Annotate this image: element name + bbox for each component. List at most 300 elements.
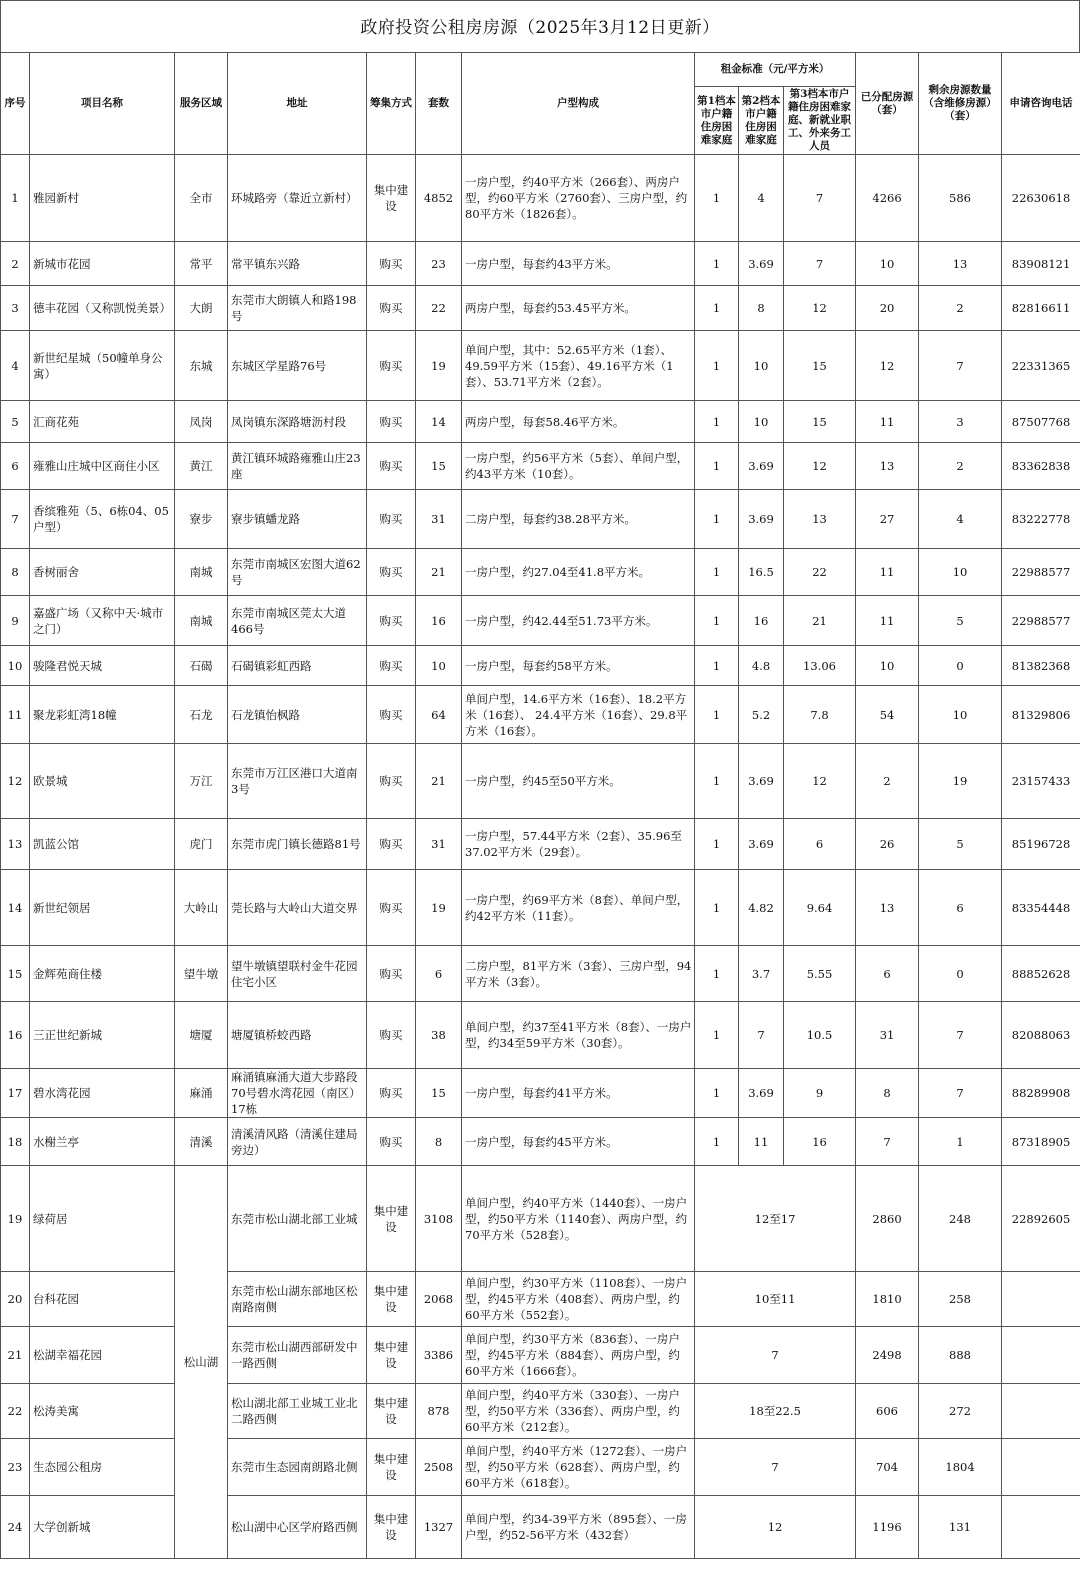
cell-count: 2068 [416, 1272, 462, 1327]
cell-allocated: 27 [856, 490, 919, 549]
cell-method: 购买 [367, 870, 416, 946]
cell-allocated: 31 [856, 1002, 919, 1069]
cell-count: 878 [416, 1384, 462, 1439]
cell-phone-empty [1002, 1327, 1080, 1384]
cell-rent3: 15 [784, 331, 856, 401]
cell-remaining: 2 [919, 443, 1002, 490]
cell-name: 大学创新城 [30, 1496, 175, 1559]
cell-name: 松湖幸福花园 [30, 1327, 175, 1384]
cell-rent3: 22 [784, 549, 856, 596]
table-row [1, 401, 1080, 443]
cell-seq: 10 [1, 646, 30, 686]
cell-count: 21 [416, 549, 462, 596]
cell-seq: 24 [1, 1496, 30, 1559]
cell-rent3: 21 [784, 596, 856, 646]
cell-seq: 13 [1, 819, 30, 870]
header-layout: 户型构成 [462, 53, 695, 155]
cell-method: 购买 [367, 443, 416, 490]
header-rent2: 第2档本市户籍住房困难家庭 [739, 87, 784, 155]
cell-name: 凯蓝公馆 [30, 819, 175, 870]
cell-rent2: 3.69 [739, 1069, 784, 1118]
table-row [1, 596, 1080, 646]
cell-layout: 两房户型，每套58.46平方米。 [462, 401, 695, 443]
header-seq: 序号 [1, 53, 30, 155]
cell-phone: 22988577 [1002, 549, 1080, 596]
header-rent1: 第1档本市户籍住房困难家庭 [695, 87, 739, 155]
cell-name: 新世纪领居 [30, 870, 175, 946]
cell-layout: 二房户型，每套约38.28平方米。 [462, 490, 695, 549]
cell-name: 骏隆君悦天城 [30, 646, 175, 686]
cell-address: 松山湖中心区学府路西侧 [228, 1496, 367, 1559]
header-rent3: 第3档本市户籍住房困难家庭、新就业职工、外来务工人员 [784, 87, 856, 155]
cell-seq: 3 [1, 286, 30, 331]
cell-count: 14 [416, 401, 462, 443]
cell-area: 大岭山 [175, 870, 228, 946]
cell-method: 集中建设 [367, 1166, 416, 1272]
table-header [1, 53, 1080, 155]
cell-method: 购买 [367, 401, 416, 443]
cell-rent1: 1 [695, 443, 739, 490]
cell-layout: 单间户型，约30平方米（1108套）、一房户型，约45平方米（408套）、两房户型，约60平方米（552套）。 [462, 1272, 695, 1327]
cell-phone: 82816611 [1002, 286, 1080, 331]
cell-count: 19 [416, 331, 462, 401]
cell-name: 嘉盛广场（又称中天·城市之门） [30, 596, 175, 646]
cell-area: 东城 [175, 331, 228, 401]
cell-address: 石龙镇怡枫路 [228, 686, 367, 744]
cell-seq: 14 [1, 870, 30, 946]
cell-area: 南城 [175, 596, 228, 646]
cell-name: 新城市花园 [30, 242, 175, 286]
cell-layout: 一房户型，约56平方米（5套）、单间户型，约43平方米（10套）。 [462, 443, 695, 490]
cell-count: 19 [416, 870, 462, 946]
cell-address: 黄江镇环城路雍雅山庄23座 [228, 443, 367, 490]
cell-name: 台科花园 [30, 1272, 175, 1327]
cell-allocated: 8 [856, 1069, 919, 1118]
cell-area: 石碣 [175, 646, 228, 686]
cell-method: 购买 [367, 242, 416, 286]
cell-area: 石龙 [175, 686, 228, 744]
cell-method: 购买 [367, 1002, 416, 1069]
cell-rent2: 3.69 [739, 490, 784, 549]
header-phone: 申请咨询电话 [1002, 53, 1080, 155]
cell-layout: 单间户型，约34-39平方米（895套）、一房户型，约52-56平方米（432套） [462, 1496, 695, 1559]
cell-address: 望牛墩镇望联村金牛花园住宅小区 [228, 946, 367, 1002]
cell-count: 31 [416, 490, 462, 549]
cell-allocated: 13 [856, 870, 919, 946]
cell-seq: 4 [1, 331, 30, 401]
header-name: 项目名称 [30, 53, 175, 155]
cell-rent2: 3.7 [739, 946, 784, 1002]
cell-address: 东莞市南城区莞太大道466号 [228, 596, 367, 646]
cell-rent3: 7.8 [784, 686, 856, 744]
cell-rent-merged: 7 [695, 1439, 856, 1496]
cell-phone: 83362838 [1002, 443, 1080, 490]
cell-allocated: 7 [856, 1118, 919, 1166]
table-body [1, 155, 1080, 1559]
header-method: 筹集方式 [367, 53, 416, 155]
table-row [1, 490, 1080, 549]
cell-address: 东莞市万江区港口大道南3号 [228, 744, 367, 819]
cell-remaining: 0 [919, 646, 1002, 686]
cell-name: 雅园新村 [30, 155, 175, 242]
cell-rent3: 12 [784, 744, 856, 819]
table-row [1, 1118, 1080, 1166]
cell-seq: 22 [1, 1384, 30, 1439]
table-row [1, 870, 1080, 946]
cell-phone-empty [1002, 1439, 1080, 1496]
cell-layout: 一房户型，约42.44至51.73平方米。 [462, 596, 695, 646]
cell-method: 购买 [367, 1069, 416, 1118]
cell-area: 凤岗 [175, 401, 228, 443]
cell-count: 64 [416, 686, 462, 744]
cell-layout: 一房户型，约27.04至41.8平方米。 [462, 549, 695, 596]
cell-remaining: 0 [919, 946, 1002, 1002]
cell-rent1: 1 [695, 686, 739, 744]
cell-count: 6 [416, 946, 462, 1002]
table-row [1, 686, 1080, 744]
cell-seq: 2 [1, 242, 30, 286]
cell-layout: 一房户型，每套约58平方米。 [462, 646, 695, 686]
cell-allocated: 2860 [856, 1166, 919, 1272]
cell-remaining: 19 [919, 744, 1002, 819]
cell-address: 东莞市大朗镇人和路198号 [228, 286, 367, 331]
cell-name: 水榭兰亭 [30, 1118, 175, 1166]
cell-rent-merged: 7 [695, 1327, 856, 1384]
cell-phone: 22331365 [1002, 331, 1080, 401]
cell-area: 常平 [175, 242, 228, 286]
cell-layout: 一房户型，每套约43平方米。 [462, 242, 695, 286]
cell-method: 购买 [367, 286, 416, 331]
cell-rent2: 3.69 [739, 443, 784, 490]
header-address: 地址 [228, 53, 367, 155]
cell-name: 香树丽舍 [30, 549, 175, 596]
cell-address: 环城路旁（靠近立新村） [228, 155, 367, 242]
cell-seq: 7 [1, 490, 30, 549]
cell-method: 购买 [367, 686, 416, 744]
cell-layout: 一房户型，每套约45平方米。 [462, 1118, 695, 1166]
cell-remaining: 6 [919, 870, 1002, 946]
cell-address: 塘厦镇桥蛟西路 [228, 1002, 367, 1069]
cell-phone: 22630618 [1002, 155, 1080, 242]
cell-name: 金辉苑商住楼 [30, 946, 175, 1002]
cell-seq: 16 [1, 1002, 30, 1069]
cell-rent3: 13.06 [784, 646, 856, 686]
header-area: 服务区域 [175, 53, 228, 155]
cell-layout: 单间户型，约37至41平方米（8套）、一房户型，约34至59平方米（30套）。 [462, 1002, 695, 1069]
cell-rent1: 1 [695, 1118, 739, 1166]
cell-rent1: 1 [695, 646, 739, 686]
cell-area: 全市 [175, 155, 228, 242]
cell-layout: 单间户型，约40平方米（330套）、一房户型，约50平方米（336套）、两房户型，约60平方米（212套）。 [462, 1384, 695, 1439]
cell-address: 东莞市松山湖东部地区松南路南侧 [228, 1272, 367, 1327]
cell-rent1: 1 [695, 331, 739, 401]
header-allocated: 已分配房源（套） [856, 53, 919, 155]
cell-name: 碧水湾花园 [30, 1069, 175, 1118]
cell-allocated: 2498 [856, 1327, 919, 1384]
cell-remaining: 10 [919, 686, 1002, 744]
cell-count: 16 [416, 596, 462, 646]
cell-name: 生态园公租房 [30, 1439, 175, 1496]
cell-allocated: 10 [856, 646, 919, 686]
table-row [1, 1069, 1080, 1118]
cell-rent3: 10.5 [784, 1002, 856, 1069]
cell-layout: 两房户型，每套约53.45平方米。 [462, 286, 695, 331]
cell-rent2: 4.82 [739, 870, 784, 946]
cell-phone: 88289908 [1002, 1069, 1080, 1118]
cell-address: 常平镇东兴路 [228, 242, 367, 286]
cell-phone: 83354448 [1002, 870, 1080, 946]
cell-area: 清溪 [175, 1118, 228, 1166]
cell-count: 38 [416, 1002, 462, 1069]
cell-area: 南城 [175, 549, 228, 596]
cell-rent3: 15 [784, 401, 856, 443]
cell-remaining: 10 [919, 549, 1002, 596]
cell-seq: 23 [1, 1439, 30, 1496]
cell-count: 21 [416, 744, 462, 819]
cell-rent3: 6 [784, 819, 856, 870]
table-row [1, 1496, 1080, 1559]
cell-layout: 单间户型，约40平方米（1272套）、一房户型，约50平方米（628套）、两房户型，约60平方米（618套）。 [462, 1439, 695, 1496]
cell-seq: 6 [1, 443, 30, 490]
cell-layout: 一房户型，约69平方米（8套）、单间户型，约42平方米（11套）。 [462, 870, 695, 946]
cell-method: 购买 [367, 1118, 416, 1166]
cell-area: 寮步 [175, 490, 228, 549]
cell-seq: 8 [1, 549, 30, 596]
cell-allocated: 26 [856, 819, 919, 870]
cell-remaining: 1804 [919, 1439, 1002, 1496]
cell-rent1: 1 [695, 490, 739, 549]
cell-rent1: 1 [695, 596, 739, 646]
cell-rent1: 1 [695, 155, 739, 242]
cell-rent1: 1 [695, 549, 739, 596]
table-row [1, 155, 1080, 242]
cell-phone: 23157433 [1002, 744, 1080, 819]
table-row [1, 549, 1080, 596]
cell-rent1: 1 [695, 1002, 739, 1069]
table-row [1, 646, 1080, 686]
cell-phone: 83908121 [1002, 242, 1080, 286]
cell-count: 3386 [416, 1327, 462, 1384]
cell-allocated: 704 [856, 1439, 919, 1496]
cell-rent3: 16 [784, 1118, 856, 1166]
table-row [1, 1002, 1080, 1069]
cell-rent1: 1 [695, 946, 739, 1002]
cell-seq: 17 [1, 1069, 30, 1118]
cell-remaining: 131 [919, 1496, 1002, 1559]
cell-seq: 1 [1, 155, 30, 242]
cell-phone: 87507768 [1002, 401, 1080, 443]
cell-rent2: 3.69 [739, 744, 784, 819]
cell-remaining: 3 [919, 401, 1002, 443]
cell-layout: 一房户型，约40平方米（266套）、两房户型，约60平方米（2760套）、三房户型，约80平方米（1826套）。 [462, 155, 695, 242]
cell-phone-empty [1002, 1272, 1080, 1327]
cell-address: 松山湖北部工业城工业北二路西侧 [228, 1384, 367, 1439]
table-row [1, 286, 1080, 331]
cell-method: 购买 [367, 549, 416, 596]
cell-seq: 9 [1, 596, 30, 646]
table-row [1, 1166, 1080, 1272]
cell-remaining: 586 [919, 155, 1002, 242]
cell-seq: 19 [1, 1166, 30, 1272]
cell-address: 清溪清风路（清溪住建局旁边） [228, 1118, 367, 1166]
cell-remaining: 1 [919, 1118, 1002, 1166]
cell-allocated: 11 [856, 596, 919, 646]
cell-layout: 二房户型，81平方米（3套）、三房户型，94平方米（3套）。 [462, 946, 695, 1002]
cell-count: 23 [416, 242, 462, 286]
cell-address: 凤岗镇东深路塘沥村段 [228, 401, 367, 443]
cell-allocated: 11 [856, 401, 919, 443]
cell-name: 汇商花苑 [30, 401, 175, 443]
cell-address: 麻涌镇麻涌大道大步路段70号碧水湾花园（南区）17栋 [228, 1069, 367, 1118]
cell-address: 石碣镇彩虹西路 [228, 646, 367, 686]
cell-remaining: 248 [919, 1166, 1002, 1272]
cell-count: 15 [416, 443, 462, 490]
cell-rent2: 8 [739, 286, 784, 331]
cell-remaining: 13 [919, 242, 1002, 286]
cell-address: 莞长路与大岭山大道交界 [228, 870, 367, 946]
cell-count: 31 [416, 819, 462, 870]
cell-allocated: 54 [856, 686, 919, 744]
cell-remaining: 7 [919, 331, 1002, 401]
cell-remaining: 7 [919, 1069, 1002, 1118]
cell-address: 东莞市南城区宏图大道62号 [228, 549, 367, 596]
cell-allocated: 606 [856, 1384, 919, 1439]
cell-remaining: 272 [919, 1384, 1002, 1439]
page-title: 政府投资公租房房源（2025年3月12日更新） [0, 0, 1080, 52]
cell-area: 黄江 [175, 443, 228, 490]
cell-rent3: 9 [784, 1069, 856, 1118]
cell-phone: 83222778 [1002, 490, 1080, 549]
cell-phone: 88852628 [1002, 946, 1080, 1002]
cell-address: 东城区学星路76号 [228, 331, 367, 401]
cell-method: 购买 [367, 490, 416, 549]
cell-layout: 单间户型，约30平方米（836套）、一房户型，约45平方米（884套）、两房户型，约60平方米（1666套）。 [462, 1327, 695, 1384]
cell-layout: 一房户型，每套约41平方米。 [462, 1069, 695, 1118]
cell-rent1: 1 [695, 401, 739, 443]
cell-method: 集中建设 [367, 1384, 416, 1439]
header-count: 套数 [416, 53, 462, 155]
cell-count: 2508 [416, 1439, 462, 1496]
cell-method: 购买 [367, 646, 416, 686]
table-row [1, 946, 1080, 1002]
cell-rent2: 16.5 [739, 549, 784, 596]
cell-method: 购买 [367, 819, 416, 870]
cell-phone: 22892605 [1002, 1166, 1080, 1272]
cell-seq: 11 [1, 686, 30, 744]
cell-rent2: 10 [739, 331, 784, 401]
cell-rent2: 11 [739, 1118, 784, 1166]
cell-name: 德丰花园（又称凯悦美景） [30, 286, 175, 331]
cell-rent-merged: 12 [695, 1496, 856, 1559]
cell-seq: 18 [1, 1118, 30, 1166]
cell-rent3: 12 [784, 286, 856, 331]
cell-phone: 82088063 [1002, 1002, 1080, 1069]
cell-method: 集中建设 [367, 1327, 416, 1384]
cell-method: 集中建设 [367, 1439, 416, 1496]
cell-address: 寮步镇蟠龙路 [228, 490, 367, 549]
cell-name: 雍雅山庄城中区商住小区 [30, 443, 175, 490]
cell-remaining: 5 [919, 596, 1002, 646]
cell-rent1: 1 [695, 819, 739, 870]
table-row [1, 1384, 1080, 1439]
cell-name: 欧景城 [30, 744, 175, 819]
cell-rent3: 7 [784, 242, 856, 286]
cell-name: 绿荷居 [30, 1166, 175, 1272]
table-row [1, 1327, 1080, 1384]
cell-method: 集中建设 [367, 1496, 416, 1559]
cell-area: 望牛墩 [175, 946, 228, 1002]
cell-rent1: 1 [695, 1069, 739, 1118]
cell-count: 1327 [416, 1496, 462, 1559]
table-row [1, 1439, 1080, 1496]
header-remaining: 剩余房源数量（含维修房源）（套） [919, 53, 1002, 155]
cell-count: 4852 [416, 155, 462, 242]
cell-count: 8 [416, 1118, 462, 1166]
cell-method: 购买 [367, 946, 416, 1002]
cell-rent2: 10 [739, 401, 784, 443]
cell-remaining: 5 [919, 819, 1002, 870]
table-row [1, 242, 1080, 286]
cell-count: 3108 [416, 1166, 462, 1272]
table-row [1, 744, 1080, 819]
cell-phone: 85196728 [1002, 819, 1080, 870]
cell-area: 塘厦 [175, 1002, 228, 1069]
cell-method: 购买 [367, 331, 416, 401]
cell-allocated: 2 [856, 744, 919, 819]
cell-rent3: 9.64 [784, 870, 856, 946]
cell-count: 15 [416, 1069, 462, 1118]
cell-rent-merged: 12至17 [695, 1166, 856, 1272]
table-row [1, 443, 1080, 490]
cell-rent1: 1 [695, 870, 739, 946]
cell-remaining: 7 [919, 1002, 1002, 1069]
cell-name: 松涛美寓 [30, 1384, 175, 1439]
cell-method: 购买 [367, 744, 416, 819]
cell-seq: 21 [1, 1327, 30, 1384]
cell-allocated: 20 [856, 286, 919, 331]
cell-area: 大朗 [175, 286, 228, 331]
cell-seq: 12 [1, 744, 30, 819]
cell-remaining: 258 [919, 1272, 1002, 1327]
cell-allocated: 1810 [856, 1272, 919, 1327]
cell-allocated: 1196 [856, 1496, 919, 1559]
housing-table [0, 52, 1080, 1559]
table-row [1, 1272, 1080, 1327]
cell-rent3: 7 [784, 155, 856, 242]
cell-rent2: 4.8 [739, 646, 784, 686]
cell-rent-merged: 10至11 [695, 1272, 856, 1327]
cell-method: 集中建设 [367, 1272, 416, 1327]
table-row [1, 331, 1080, 401]
table-row [1, 819, 1080, 870]
cell-remaining: 4 [919, 490, 1002, 549]
cell-layout: 一房户型，约45至50平方米。 [462, 744, 695, 819]
cell-name: 香缤雅苑（5、6栋04、05户型） [30, 490, 175, 549]
cell-phone: 22988577 [1002, 596, 1080, 646]
cell-allocated: 13 [856, 443, 919, 490]
cell-layout: 单间户型，其中：52.65平方米（1套）、49.59平方米（15套）、49.16平方米（1套）、53.71平方米（2套）。 [462, 331, 695, 401]
cell-area: 万江 [175, 744, 228, 819]
cell-layout: 单间户型，约40平方米（1440套）、一房户型，约50平方米（1140套）、两房户型，约70平方米（528套）。 [462, 1166, 695, 1272]
cell-method: 购买 [367, 596, 416, 646]
cell-rent1: 1 [695, 242, 739, 286]
cell-allocated: 4266 [856, 155, 919, 242]
cell-name: 新世纪星城（50幢单身公寓） [30, 331, 175, 401]
cell-layout: 单间户型，14.6平方米（16套）、18.2平方米（16套）、 24.4平方米（16套）、29.8平方米（16套）。 [462, 686, 695, 744]
cell-phone-empty [1002, 1384, 1080, 1439]
cell-address: 东莞市松山湖西部研发中一路西侧 [228, 1327, 367, 1384]
cell-allocated: 10 [856, 242, 919, 286]
